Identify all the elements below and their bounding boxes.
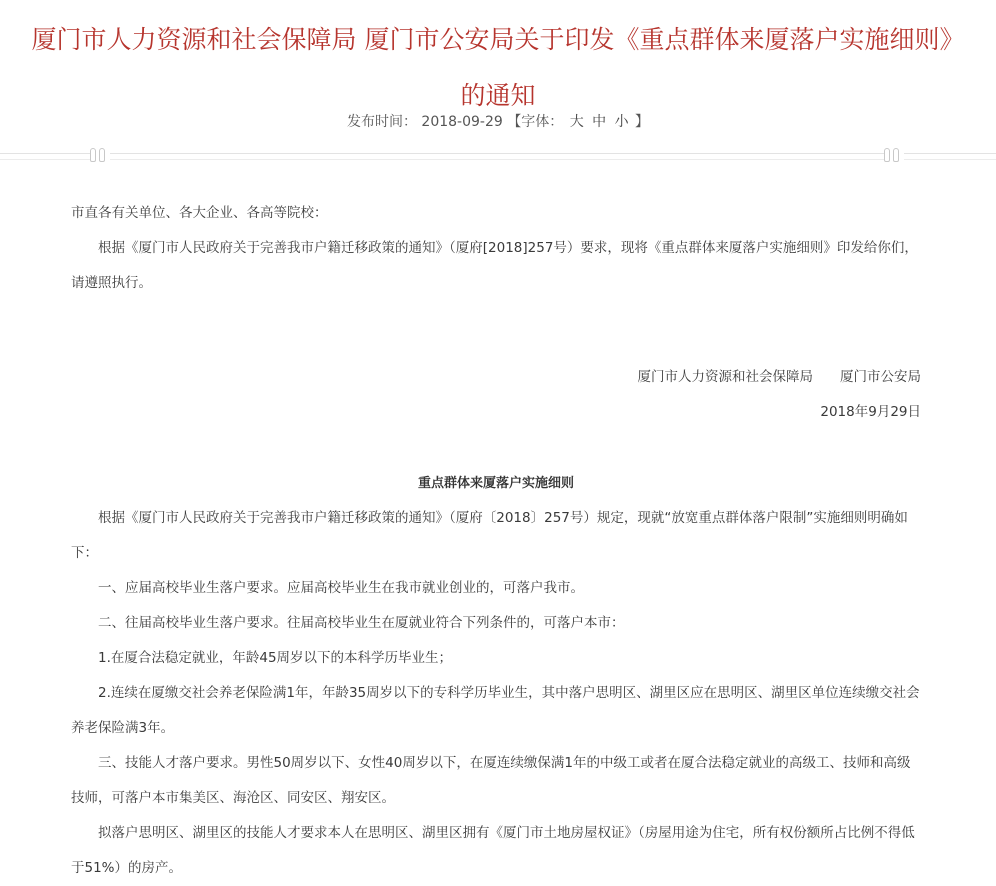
paperclip-icon [884,148,904,164]
rules-paragraph: 2.连续在厦缴交社会养老保险满1年，年龄35周岁以下的专科学历毕业生，其中落户思明区、湖里区应在思明区、湖里区单位连续缴交社会养老保险满3年。 [71,685,920,736]
addressee: 市直各有关单位、各大企业、各高等院校： [71,205,328,221]
rules-paragraph: 三、技能人才落户要求。男性50周岁以下、女性40周岁以下，在厦连续缴保满1年的中级工或者在厦合法稳定就业的高级工、技师和高级技师，可落户本市集美区、海沧区、同安区、翔安区。 [71,755,911,806]
signatories: 厦门市人力资源和社会保障局 厦门市公安局 [637,369,921,385]
rules-paragraph: 根据《厦门市人民政府关于完善我市户籍迁移政策的通知》（厦府〔2018〕257号）规定，现就“放宽重点群体落户限制”实施细则明确如下： [71,510,908,561]
rules-paragraph: 一、应届高校毕业生落户要求。应届高校毕业生在我市就业创业的，可落户我市。 [98,580,584,596]
font-size-large-button[interactable]: 大 [569,114,584,130]
section-title: 重点群体来厦落户实施细则 [417,476,574,491]
publish-label: 发布时间： [346,114,417,130]
header-divider [0,153,996,160]
font-size-small-button[interactable]: 小 [614,114,629,130]
font-size-medium-button[interactable]: 中 [592,114,607,130]
paperclip-icon [90,148,110,164]
rules-paragraph: 1.在厦合法稳定就业，年龄45周岁以下的本科学历毕业生； [98,650,453,666]
font-size-label-open: 【字体： [507,114,564,130]
publish-meta [0,110,996,134]
publish-date: 2018-09-29 [421,114,503,130]
font-size-label-close: 】 [635,114,650,130]
notice-body: 根据《厦门市人民政府关于完善我市户籍迁移政策的通知》（厦府[2018]257号）要求，现将《重点群体来厦落户实施细则》印发给你们，请遵照执行。 [71,240,918,291]
notice-date: 2018年9月29日 [820,404,921,420]
page-title: 厦门市人力资源和社会保障局 厦门市公安局关于印发《重点群体来厦落户实施细则》的通知 [31,25,965,110]
article-body [71,196,921,886]
rules-paragraph: 二、往届高校毕业生落户要求。往届高校毕业生在厦就业符合下列条件的，可落户本市： [98,615,625,631]
rules-paragraph: 拟落户思明区、湖里区的技能人才要求本人在思明区、湖里区拥有《厦门市土地房屋权证》（房屋用途为住宅，所有权份额所占比例不得低于51%）的房产。 [71,825,915,876]
